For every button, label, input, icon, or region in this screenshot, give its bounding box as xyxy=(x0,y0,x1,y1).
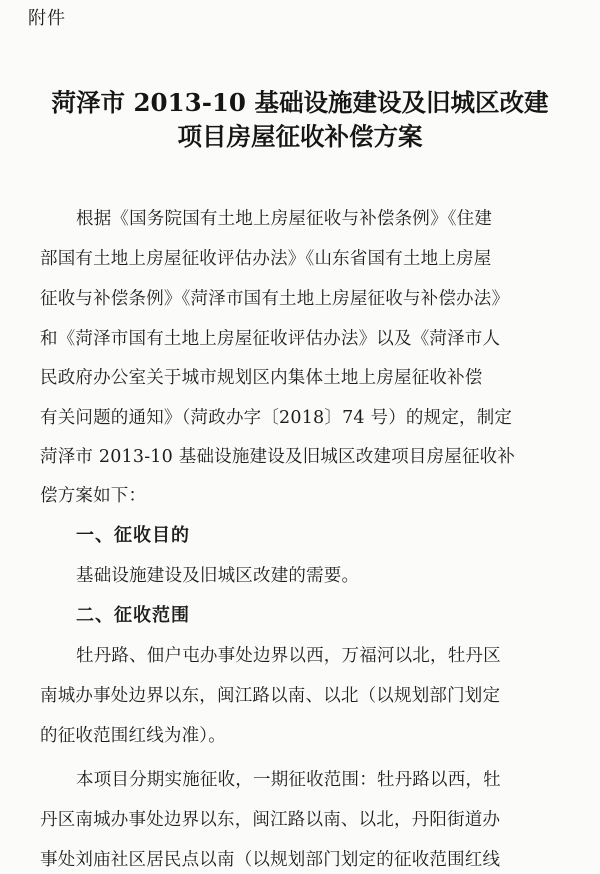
paragraph-2-line: 南城办事处边界以东，闽江路以南、以北（以规划部门划定 xyxy=(40,686,501,706)
paragraph-1-line: 根据《国务院国有土地上房屋征收与补偿条例》《住建 xyxy=(76,209,493,229)
paragraph-1-line: 偿方案如下： xyxy=(40,486,147,506)
paragraph-3-line: 丹区南城办事处边界以东，闽江路以南、以北，丹阳街道办 xyxy=(40,810,501,830)
paragraph-1-line: 征收与补偿条例》《菏泽市国有土地上房屋征收与补偿办法》 xyxy=(40,289,510,309)
paragraph-1-line: 有关问题的通知》（菏政办字〔2018〕74 号）的规定，制定 xyxy=(40,408,513,428)
document-title-line-2: 项目房屋征收补偿方案 xyxy=(177,122,423,151)
paragraph-2-line: 的征收范围红线为准）。 xyxy=(40,726,226,746)
section-1-heading: 一、征收目的 xyxy=(76,525,190,546)
paragraph-1-line: 菏泽市 2013-10 基础设施建设及旧城区改建项目房屋征收补 xyxy=(40,447,516,467)
paragraph-3-line: 本项目分期实施征收，一期征收范围：牡丹路以西，牡 xyxy=(76,770,501,790)
paragraph-1-line: 民政府办公室关于城市规划区内集体土地上房屋征收补偿 xyxy=(40,368,483,388)
paragraph-2-line: 牡丹路、佃户屯办事处边界以西，万福河以北，牡丹区 xyxy=(76,646,501,666)
paragraph-1-line: 部国有土地上房屋征收评估办法》《山东省国有土地上房屋 xyxy=(40,249,492,269)
paragraph-3-line: 事处刘庙社区居民点以南（以规划部门划定的征收范围红线 xyxy=(40,850,501,870)
paragraph-1-line: 和《菏泽市国有土地上房屋征收评估办法》以及《菏泽市人 xyxy=(40,329,501,349)
document-title-line-1: 菏泽市 2013-10 基础设施建设及旧城区改建 xyxy=(51,88,549,117)
attachment-label: 附件 xyxy=(28,8,66,29)
section-2-heading: 二、征收范围 xyxy=(76,605,190,626)
section-1-text: 基础设施建设及旧城区改建的需要。 xyxy=(76,566,360,586)
